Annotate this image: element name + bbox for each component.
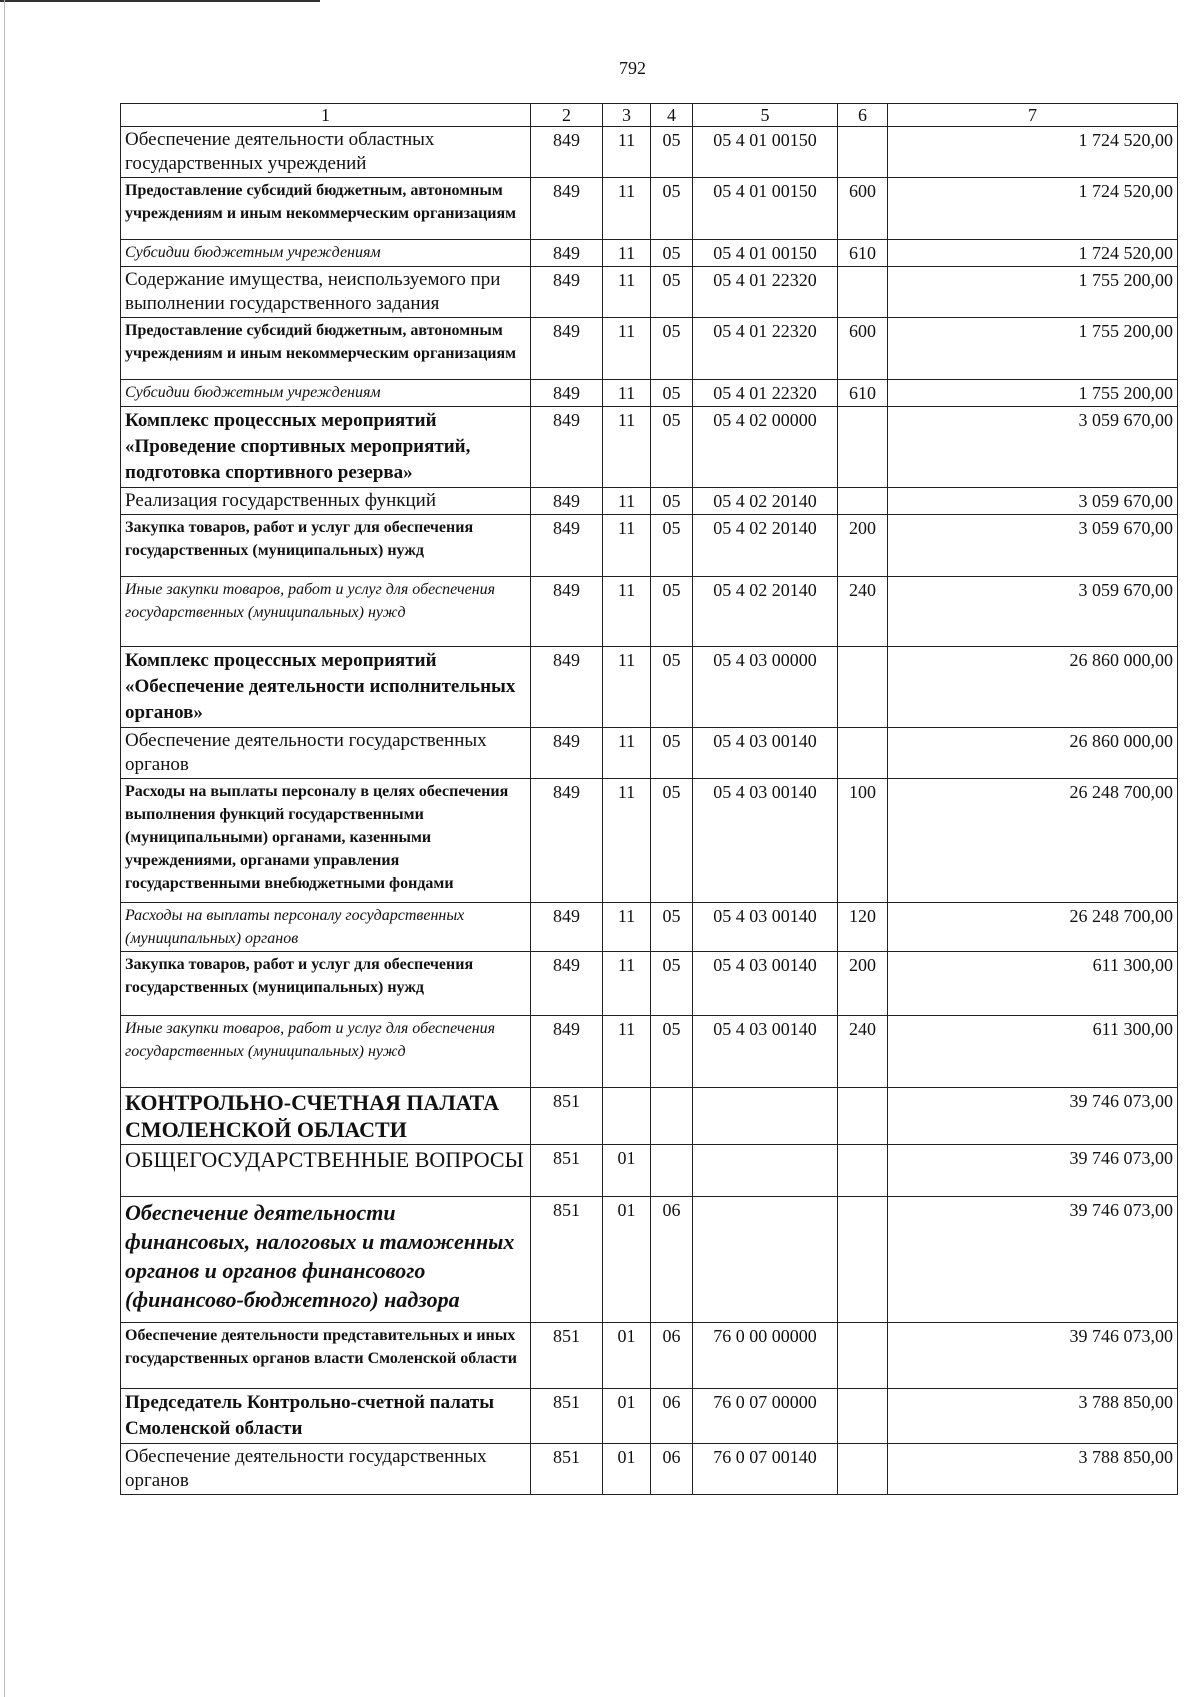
table-row [121, 1088, 1178, 1145]
table-row [121, 515, 1178, 577]
row-code-4: 06 [651, 1197, 693, 1323]
row-code-2: 849 [531, 488, 603, 515]
row-label: Обеспечение деятельности представительных и иных государственных органов власти Смоленской области [121, 1323, 531, 1389]
row-code-6 [838, 267, 888, 318]
row-code-3: 11 [603, 178, 651, 240]
row-code-6: 600 [838, 178, 888, 240]
row-amount: 26 860 000,00 [888, 647, 1178, 728]
table-row [121, 1444, 1178, 1495]
row-code-3: 11 [603, 380, 651, 407]
table-row [121, 1016, 1178, 1088]
table-row [121, 1197, 1178, 1323]
row-code-6 [838, 1389, 888, 1444]
row-label: Иные закупки товаров, работ и услуг для обеспечения государственных (муниципальных) нужд [121, 1016, 531, 1088]
row-code-5: 76 0 07 00140 [693, 1444, 838, 1495]
row-code-3: 11 [603, 318, 651, 380]
row-code-5: 05 4 01 22320 [693, 267, 838, 318]
row-code-4 [651, 1088, 693, 1145]
row-code-6 [838, 647, 888, 728]
row-code-6: 600 [838, 318, 888, 380]
row-code-3: 11 [603, 1016, 651, 1088]
row-code-4: 05 [651, 1016, 693, 1088]
row-label: Закупка товаров, работ и услуг для обеспечения государственных (муниципальных) нужд [121, 952, 531, 1016]
row-amount: 1 724 520,00 [888, 127, 1178, 178]
row-code-3: 11 [603, 577, 651, 647]
row-code-4: 06 [651, 1389, 693, 1444]
row-label: Реализация государственных функций [121, 488, 531, 515]
row-code-4: 05 [651, 267, 693, 318]
table-row [121, 577, 1178, 647]
row-amount: 611 300,00 [888, 952, 1178, 1016]
row-code-5: 05 4 01 00150 [693, 178, 838, 240]
row-code-5: 05 4 03 00000 [693, 647, 838, 728]
row-code-2: 849 [531, 318, 603, 380]
row-label: Субсидии бюджетным учреждениям [121, 240, 531, 267]
table-row [121, 407, 1178, 488]
table-row [121, 1145, 1178, 1197]
table-row [121, 318, 1178, 380]
row-label: Расходы на выплаты персоналу государственных (муниципальных) органов [121, 903, 531, 952]
row-code-3: 11 [603, 488, 651, 515]
row-code-3: 11 [603, 903, 651, 952]
row-code-4: 05 [651, 952, 693, 1016]
row-code-4: 05 [651, 127, 693, 178]
row-code-5: 76 0 07 00000 [693, 1389, 838, 1444]
table-row [121, 1389, 1178, 1444]
row-amount: 26 248 700,00 [888, 779, 1178, 903]
row-code-4: 05 [651, 515, 693, 577]
row-amount: 3 059 670,00 [888, 577, 1178, 647]
row-code-2: 849 [531, 380, 603, 407]
row-code-4: 05 [651, 577, 693, 647]
row-code-2: 851 [531, 1145, 603, 1197]
row-code-2: 849 [531, 903, 603, 952]
row-label: Обеспечение деятельности государственных органов [121, 1444, 531, 1495]
row-label: ОБЩЕГОСУДАРСТВЕННЫЕ ВОПРОСЫ [121, 1145, 531, 1197]
header-cell: 4 [651, 104, 693, 127]
row-code-5: 05 4 02 20140 [693, 577, 838, 647]
row-code-3: 11 [603, 779, 651, 903]
table-row [121, 903, 1178, 952]
row-code-4: 05 [651, 380, 693, 407]
row-label: Обеспечение деятельности государственных органов [121, 728, 531, 779]
table-row [121, 380, 1178, 407]
row-code-6: 240 [838, 577, 888, 647]
row-label: Обеспечение деятельности финансовых, налоговых и таможенных органов и органов финансового (финансово-бюджетного) надзора [121, 1197, 531, 1323]
table-row [121, 779, 1178, 903]
row-label: Обеспечение деятельности областных государственных учреждений [121, 127, 531, 178]
row-code-6 [838, 728, 888, 779]
table-header-row [121, 104, 1178, 127]
row-amount: 1 755 200,00 [888, 267, 1178, 318]
row-amount: 1 724 520,00 [888, 240, 1178, 267]
row-code-6: 200 [838, 952, 888, 1016]
row-code-4: 05 [651, 647, 693, 728]
row-code-4 [651, 1145, 693, 1197]
row-amount: 3 788 850,00 [888, 1389, 1178, 1444]
row-code-2: 849 [531, 240, 603, 267]
row-amount: 26 860 000,00 [888, 728, 1178, 779]
row-code-2: 851 [531, 1389, 603, 1444]
row-code-3: 01 [603, 1389, 651, 1444]
row-label: Расходы на выплаты персоналу в целях обеспечения выполнения функций государственными (муниципальными) органами, казенными учреждениями, органами управления государственными внебюджетными фондами [121, 779, 531, 903]
row-code-4: 05 [651, 407, 693, 488]
table-row [121, 178, 1178, 240]
row-code-3: 01 [603, 1444, 651, 1495]
row-amount: 3 059 670,00 [888, 407, 1178, 488]
budget-table [120, 103, 1178, 1495]
row-code-5: 05 4 03 00140 [693, 1016, 838, 1088]
row-code-5: 05 4 01 22320 [693, 380, 838, 407]
row-code-3: 01 [603, 1197, 651, 1323]
row-code-5: 76 0 00 00000 [693, 1323, 838, 1389]
row-code-6: 120 [838, 903, 888, 952]
row-code-2: 849 [531, 647, 603, 728]
row-code-2: 851 [531, 1088, 603, 1145]
table-row [121, 647, 1178, 728]
row-amount: 3 059 670,00 [888, 515, 1178, 577]
row-code-2: 849 [531, 267, 603, 318]
row-code-6 [838, 1323, 888, 1389]
table-row [121, 267, 1178, 318]
row-code-2: 849 [531, 577, 603, 647]
row-amount: 3 788 850,00 [888, 1444, 1178, 1495]
page-number: 792 [619, 58, 646, 78]
row-code-3: 01 [603, 1323, 651, 1389]
table-row [121, 1323, 1178, 1389]
row-code-5 [693, 1197, 838, 1323]
row-code-6: 200 [838, 515, 888, 577]
row-code-5: 05 4 01 00150 [693, 127, 838, 178]
row-code-3: 11 [603, 407, 651, 488]
row-code-4: 05 [651, 903, 693, 952]
row-code-4: 05 [651, 728, 693, 779]
row-code-2: 849 [531, 728, 603, 779]
row-code-2: 849 [531, 515, 603, 577]
row-amount: 26 248 700,00 [888, 903, 1178, 952]
row-label: Комплекс процессных мероприятий «Обеспечение деятельности исполнительных органов» [121, 647, 531, 728]
row-code-5: 05 4 03 00140 [693, 779, 838, 903]
row-code-6 [838, 407, 888, 488]
row-code-2: 849 [531, 1016, 603, 1088]
header-cell: 3 [603, 104, 651, 127]
row-code-4: 05 [651, 240, 693, 267]
row-code-6 [838, 1145, 888, 1197]
row-code-2: 849 [531, 127, 603, 178]
header-cell: 6 [838, 104, 888, 127]
row-code-4: 06 [651, 1444, 693, 1495]
row-code-3: 11 [603, 240, 651, 267]
header-cell: 5 [693, 104, 838, 127]
row-amount: 1 724 520,00 [888, 178, 1178, 240]
row-code-5: 05 4 03 00140 [693, 903, 838, 952]
row-code-5: 05 4 02 00000 [693, 407, 838, 488]
row-amount: 611 300,00 [888, 1016, 1178, 1088]
row-code-2: 851 [531, 1444, 603, 1495]
row-code-6: 240 [838, 1016, 888, 1088]
row-code-3: 11 [603, 267, 651, 318]
row-code-4: 05 [651, 318, 693, 380]
row-code-5 [693, 1145, 838, 1197]
row-code-5: 05 4 02 20140 [693, 488, 838, 515]
row-code-3: 11 [603, 952, 651, 1016]
row-code-6 [838, 1444, 888, 1495]
row-code-3: 11 [603, 515, 651, 577]
row-code-4: 05 [651, 488, 693, 515]
row-code-2: 851 [531, 1323, 603, 1389]
row-amount: 39 746 073,00 [888, 1197, 1178, 1323]
table-row [121, 488, 1178, 515]
row-label: Комплекс процессных мероприятий «Проведение спортивных мероприятий, подготовка спортивного резерва» [121, 407, 531, 488]
scan-margin-line [4, 0, 5, 1697]
row-amount: 3 059 670,00 [888, 488, 1178, 515]
row-code-5: 05 4 02 20140 [693, 515, 838, 577]
table-row [121, 127, 1178, 178]
row-label: Предоставление субсидий бюджетным, автономным учреждениям и иным некоммерческим организациям [121, 318, 531, 380]
row-code-6: 100 [838, 779, 888, 903]
row-code-6 [838, 488, 888, 515]
row-label: КОНТРОЛЬНО-СЧЕТНАЯ ПАЛАТА СМОЛЕНСКОЙ ОБЛАСТИ [121, 1088, 531, 1145]
row-code-4: 06 [651, 1323, 693, 1389]
row-code-4: 05 [651, 178, 693, 240]
row-code-6 [838, 1088, 888, 1145]
row-code-2: 849 [531, 952, 603, 1016]
row-code-3: 11 [603, 647, 651, 728]
row-label: Председатель Контрольно-счетной палаты Смоленской области [121, 1389, 531, 1444]
row-code-3: 11 [603, 127, 651, 178]
row-amount: 1 755 200,00 [888, 318, 1178, 380]
row-code-2: 849 [531, 407, 603, 488]
header-cell: 2 [531, 104, 603, 127]
row-code-3 [603, 1088, 651, 1145]
row-label: Закупка товаров, работ и услуг для обеспечения государственных (муниципальных) нужд [121, 515, 531, 577]
row-amount: 39 746 073,00 [888, 1323, 1178, 1389]
table-row [121, 952, 1178, 1016]
row-code-2: 849 [531, 779, 603, 903]
row-label: Предоставление субсидий бюджетным, автономным учреждениям и иным некоммерческим организациям [121, 178, 531, 240]
header-cell: 1 [121, 104, 531, 127]
row-code-5 [693, 1088, 838, 1145]
row-label: Содержание имущества, неиспользуемого при выполнении государственного задания [121, 267, 531, 318]
row-code-5: 05 4 03 00140 [693, 728, 838, 779]
row-amount: 39 746 073,00 [888, 1145, 1178, 1197]
row-amount: 39 746 073,00 [888, 1088, 1178, 1145]
header-cell: 7 [888, 104, 1178, 127]
row-code-5: 05 4 03 00140 [693, 952, 838, 1016]
row-code-5: 05 4 01 22320 [693, 318, 838, 380]
row-code-6: 610 [838, 380, 888, 407]
row-code-4: 05 [651, 779, 693, 903]
row-code-3: 01 [603, 1145, 651, 1197]
row-label: Субсидии бюджетным учреждениям [121, 380, 531, 407]
row-code-6 [838, 127, 888, 178]
scan-edge-line [0, 0, 320, 2]
row-label: Иные закупки товаров, работ и услуг для обеспечения государственных (муниципальных) нужд [121, 577, 531, 647]
row-code-2: 851 [531, 1197, 603, 1323]
row-code-3: 11 [603, 728, 651, 779]
table-row [121, 240, 1178, 267]
row-code-6 [838, 1197, 888, 1323]
row-code-2: 849 [531, 178, 603, 240]
row-code-6: 610 [838, 240, 888, 267]
table-row [121, 728, 1178, 779]
row-code-5: 05 4 01 00150 [693, 240, 838, 267]
row-amount: 1 755 200,00 [888, 380, 1178, 407]
